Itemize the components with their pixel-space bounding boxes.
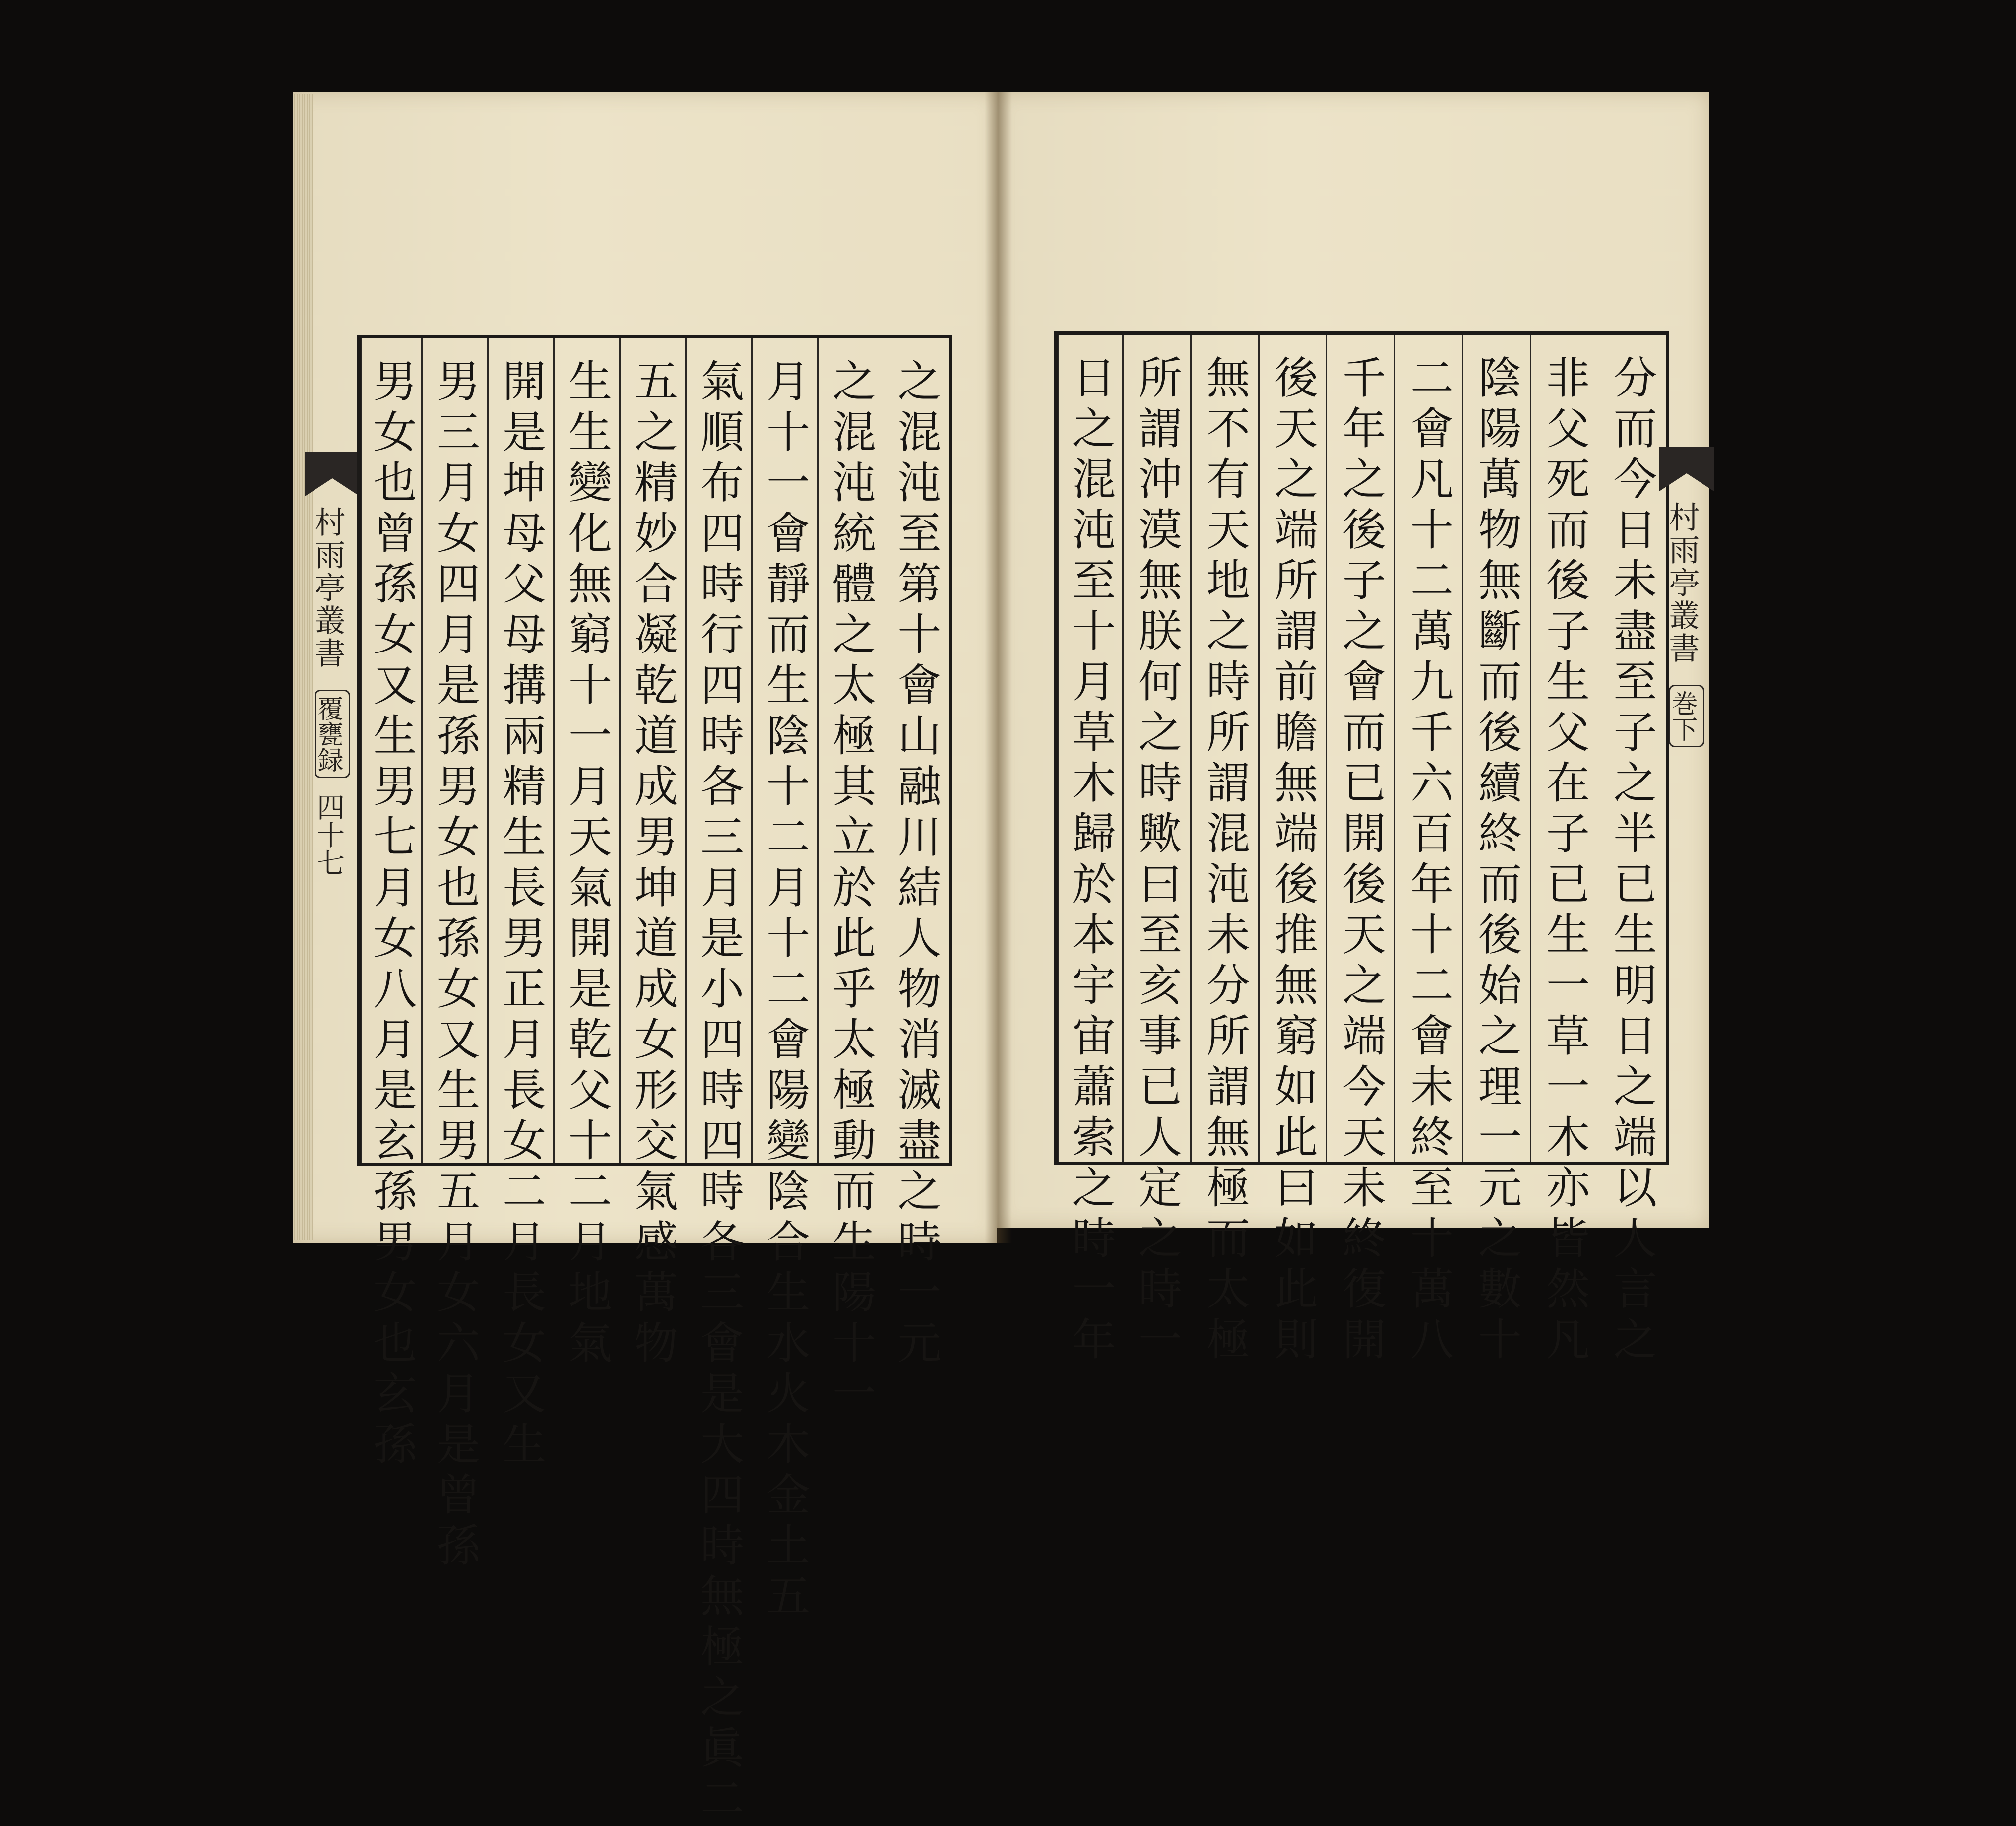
left-text-frame bbox=[357, 335, 952, 1826]
left-page-number: 四十七 bbox=[313, 793, 345, 876]
text-column: 後天之端所謂前瞻無端後推無窮如此曰如此則 bbox=[1258, 335, 1326, 1162]
text-column: 月十一會靜而生陰十二月十二會陽變陰合生水火木金土五 bbox=[751, 338, 817, 1163]
right-text-frame bbox=[1054, 331, 1669, 1367]
book-gutter bbox=[985, 92, 1012, 1243]
text-column: 生生變化無窮十一月天氣開是乾父十二月地氣 bbox=[553, 338, 619, 1163]
text-column: 氣順布四時行四時各三月是小四時四時各三會是大四時無極之眞二 bbox=[685, 338, 751, 1163]
text-column: 五之精妙合凝乾道成男坤道成女形交氣感萬物 bbox=[619, 338, 685, 1163]
text-column: 日之混沌至十月草木歸於本宇宙蕭索之時一年 bbox=[1058, 335, 1122, 1162]
left-section-title: 覆甕録 bbox=[315, 690, 350, 778]
text-column: 之混沌統體之太極其立於此乎太極動而生陽十一 bbox=[817, 338, 883, 1163]
text-column: 千年之後子之會而已開後天之端今天未終復開 bbox=[1326, 335, 1394, 1162]
right-header-title: 村雨亭叢書 bbox=[1664, 501, 1700, 665]
text-column: 陰陽萬物無斷而後續終而後始之理一元之數十 bbox=[1462, 335, 1530, 1162]
text-column: 男女也曾孫女又生男七月女八月是玄孫男女也玄孫 bbox=[361, 338, 421, 1163]
text-column: 男三月女四月是孫男女也孫女又生男五月女六月是曾孫 bbox=[421, 338, 487, 1163]
text-column: 之混沌至第十會山融川結人物消滅盡之時一元 bbox=[890, 358, 942, 1370]
left-header-title: 村雨亭叢書 bbox=[310, 506, 346, 670]
right-section-title: 巻下 bbox=[1669, 685, 1704, 747]
text-column: 二會凡十二萬九千六百年十二會未終至十萬八 bbox=[1394, 335, 1462, 1162]
fish-tail-mark-icon bbox=[305, 452, 360, 496]
fish-tail-mark-icon bbox=[1659, 447, 1714, 491]
right-page-margin-tab bbox=[1657, 447, 1716, 1017]
text-column: 分而今日未盡至子之半已生明日之端以人言之 bbox=[1606, 355, 1658, 1367]
text-column: 開是坤母父母搆兩精生長男正月長女二月長女又生 bbox=[487, 338, 553, 1163]
text-column: 非父死而後子生父在子已生一草一木亦皆然凡 bbox=[1530, 335, 1598, 1162]
text-column: 所謂沖漠無朕何之時歟曰至亥事已人定之時一 bbox=[1122, 335, 1190, 1162]
left-page-margin-tab bbox=[303, 452, 362, 963]
text-column: 無不有天地之時所謂混沌未分所謂無極而太極 bbox=[1190, 335, 1258, 1162]
